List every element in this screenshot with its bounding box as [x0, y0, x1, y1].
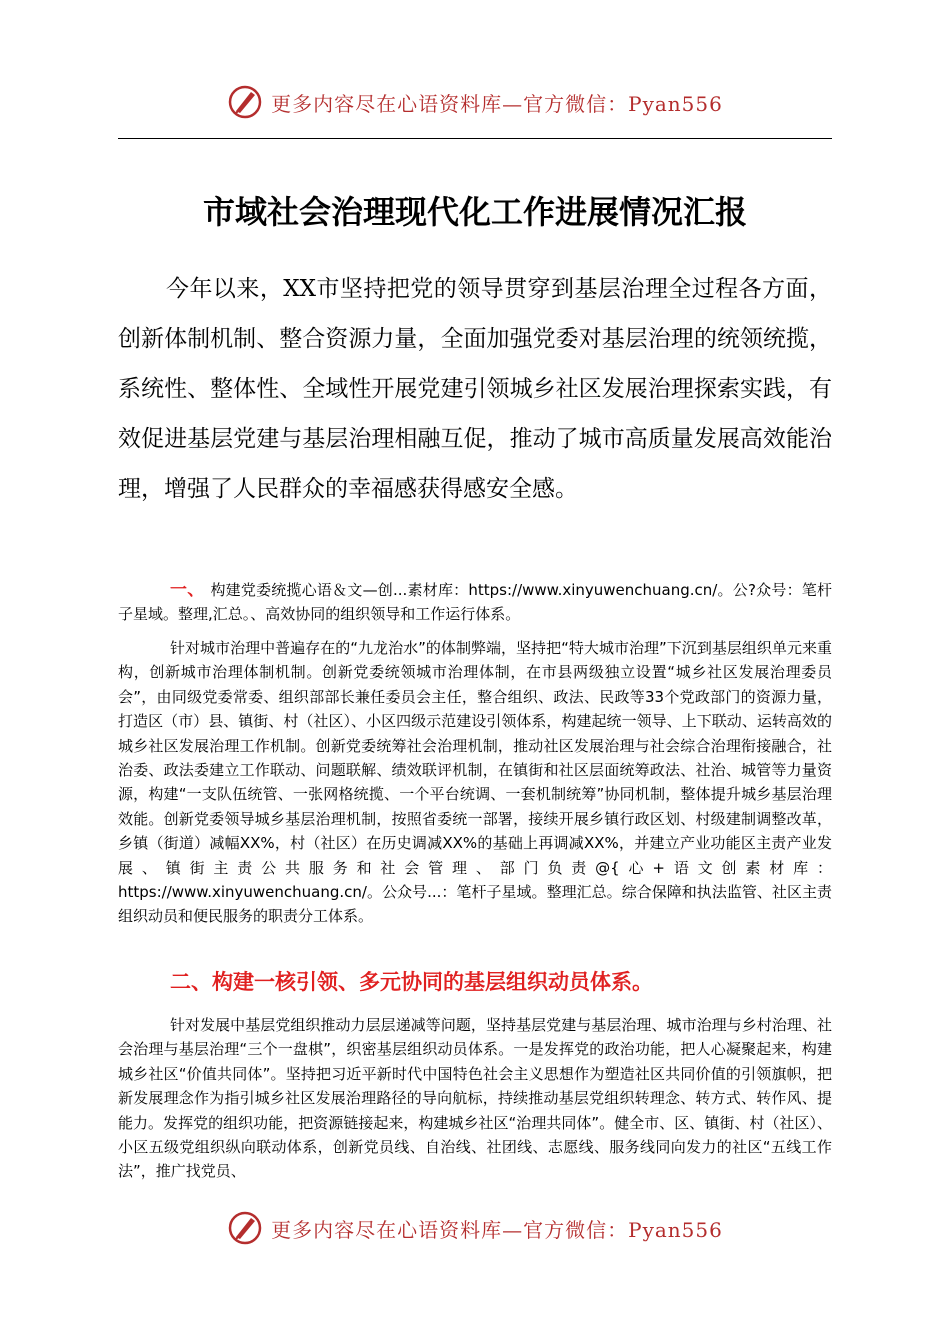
- intro-paragraph: 今年以来，XX市坚持把党的领导贯穿到基层治理全过程各方面，创新体制机制、整合资源力量，全面加强党委对基层治理的统领统揽，系统性、整体性、全域性开展党建引领城乡社区发展治理探索实践，有效促进基层党建与基层治理相融互促，推动了城市高质量发展高效能治理，增强了人民群众的幸福感获得感安全感。: [118, 276, 832, 502]
- section-2-heading: 二、构建一核引领、多元协同的基层组织动员体系。: [170, 970, 653, 994]
- footer-banner: [0, 1208, 950, 1248]
- quill-pen-logo-icon: [227, 1210, 263, 1246]
- header-divider: [118, 138, 832, 139]
- section-1-heading-text: 构建党委统揽心语＆文—创...素材库：https://www.xinyuwenchuang.cn/。公?众号：笔杆子星域。整理,汇总。、高效协同的组织领导和工作运行体系。: [118, 581, 833, 623]
- header-banner: [0, 82, 950, 122]
- quill-pen-logo-icon: [227, 84, 263, 120]
- document-title: 市域社会治理现代化工作进展情况汇报: [202, 193, 747, 231]
- footer-banner-text: 更多内容尽在心语资料库—官方微信：Pyan556: [271, 1217, 723, 1242]
- section-1-heading: [118, 578, 832, 626]
- section-2-body: 针对发展中基层党组织推动力层层递减等问题，坚持基层党建与基层治理、城市治理与乡村治理、社会治理与基层治理“三个一盘棋”，织密基层组织动员体系。一是发挥党的政治功能，把人心凝聚起来，构建城乡社区“价值共同体”。坚持把习近平新时代中国特色社会主义思想作为塑造社区共同价值的引领旗帜，把新发展理念作为指引城乡社区发展治理路径的导向航标，持续推动基层党组织转理念、转方式、转作风、提能力。发挥党的组织功能，把资源链接起来，构建城乡社区“治理共同体”。健全市、区、镇街、村（社区）、小区五级党组织纵向联动体系，创新党员线、自治线、社团线、志愿线、服务线同向发力的社区“五线工作法”，推广找党员、: [118, 1016, 832, 1181]
- section-1-number: 一、: [170, 580, 205, 600]
- section-1-body: 针对城市治理中普遍存在的“九龙治水”的体制弊端，坚持把“特大城市治理”下沉到基层组织单元来重构，创新城市治理体制机制。创新党委统领城市治理体制，在市县两级独立设置“城乡社区发展治理委员会”，由同级党委常委、组织部部长兼任委员会主任，整合组织、政法、民政等33个党政部门的资源力量，打造区（市）县、镇街、村（社区）、小区四级示范建设引领体系，构建起统一领导、上下联动、运转高效的城乡社区发展治理工作机制。创新党委统筹社会治理机制，推动社区发展治理与社会综合治理衔接融合，社治委、政法委建立工作联动、问题联解、绩效联评机制，在镇街和社区层面统筹政法、社治、城管等力量资源，构建“一支队伍统管、一张网格统揽、一个平台统调、一套机制统筹”协同机制，整体提升城乡基层治理效能。创新党委领导城乡基层治理机制，按照省委统一部署，接续开展乡镇行政区划、村级建制调整改革，乡镇（街道）减幅XX%，村（社区）在历史调减XX%的基础上再调减XX%，并建立产业功能区主责产业发展、镇街主责公共服务和社会管理、部门负责@{心+语文创素材库：https://www.xinyuwenchuang.cn/。公众号...：笔杆子星域。整理汇总。综合保障和执法监管、社区主责组织动员和便民服务的职责分工体系。: [118, 639, 832, 926]
- header-banner-text: 更多内容尽在心语资料库—官方微信：Pyan556: [271, 91, 723, 116]
